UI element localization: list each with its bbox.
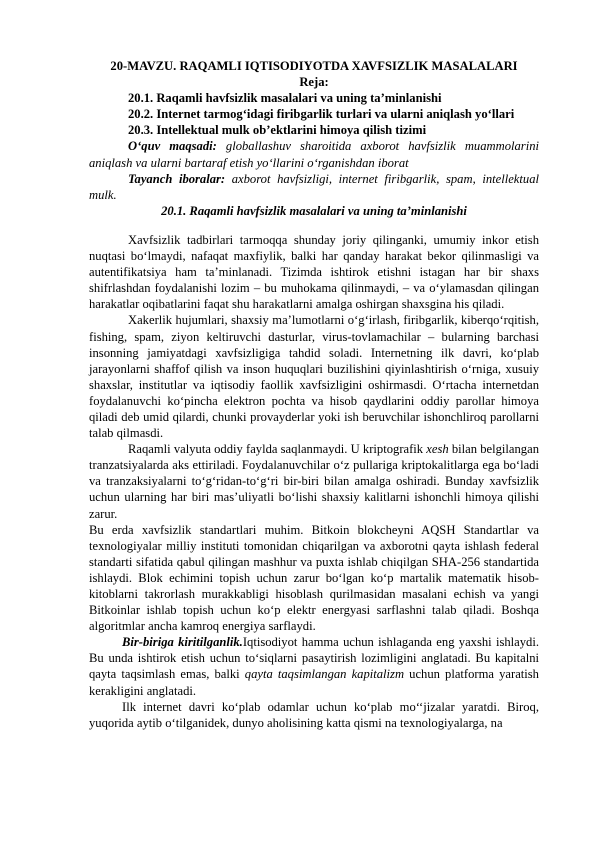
paragraph-5-label: Bir-biriga kiritilganlik.: [122, 635, 243, 650]
plan-item-1: 20.1. Raqamli havfsizlik masalalari va uning ta’minlanishi: [128, 91, 442, 106]
paragraph-5-emphasis: qayta taqsimlangan kapitalizm: [244, 667, 405, 682]
spacer: [89, 219, 539, 232]
paragraph-5-part-a: Iqtisodiyot hamma uchun ishlaganda eng yaxshi ishlaydi. Bu unda ishtirok etish uchun to‘siqlarni pasaytirish lozimligini anglatadi. Bu kapitalni qayta taqsimlash emas, balki: [89, 635, 539, 682]
paragraph-5-part-b: uchun platforma yaratish kerakligini anglatadi.: [89, 667, 539, 698]
section-title: [89, 203, 539, 219]
document-body: [89, 58, 539, 731]
document-title: 20-MAVZU. RAQAMLI IQTISODIYOTDA XAVFSIZLIK MASALALARI: [110, 59, 518, 73]
paragraph-3-emphasis: xesh: [426, 442, 449, 457]
plan-item-3: 20.3. Intellektual mulk ob’ektlarini himoya qilish tizimi: [128, 123, 427, 138]
plan-heading: Reja:: [299, 75, 329, 90]
paragraph-3-part-a: Raqamli valyuta oddiy faylda saqlanmaydi. U kriptografik: [128, 442, 427, 457]
paragraph-3-part-b: bilan belgilangan tranzatsiyalarda aks ettiriladi. Foydalanuvchilar o‘z pullariga kriptokalitlarga ega bo‘ladi va tranzaksiyalarni to‘g‘ridan-to‘g‘ri bir-biri bilan amalga oshiradi. Bunday xavfsizlik uchun ularning har biri mas’uliyatli bo‘lishi shaxsiy kalitlarni ishonchli himoya qilishi zarur.: [89, 442, 539, 521]
learning-goal-text: globallashuv sharoitida axborot havfsizlik muammolarini aniqlash va ularni bartaraf etish yo‘llarini o‘rganishdan iborat: [89, 139, 539, 170]
paragraph-1: Xavfsizlik tadbirlari tarmoqqa shunday joriy qilinganki, umumiy inkor etish nuqtasi bo‘lmaydi, nafaqat maxfiylik, balki har qanday harakat bekor qilinmasligi va autentifikatsiya ham ta’minlanadi. Tizimda ishtirok etishni istagan har bir shaxs shifrlashdan foydalanishi lozim – bu muhokama qilinmaydi, – va o‘ylamasdan qilingan harakatlar oqibatlarini faqat shu harakatlarni amalga oshirgan shaxsgina his qiladi.: [89, 232, 539, 312]
paragraph-3: [89, 441, 539, 521]
paragraph-4: Bu erda xavfsizlik standartlari muhim. Bitkoin blokcheyni AQSH Standartlar va texnologiyalar milliy instituti tomonidan chiqarilgan va axborotni qayta ishlash federal standarti sifatida qabul qilingan mashhur va puxta ishlab chiqilgan SHA-256 standartida ishlaydi. Blok echimini topish uchun zarur bo‘lgan ko‘p martalik matematik hisob-kitoblarni takrorlash murakkabligi hisoblash qurilmasidan masalani echish va yangi Bitkoinlar ishlab topish uchun ko‘p elektr energyasi sarflashni talab qiladi. Boshqa algoritmlar ancha kamroq energiya sarflaydi.: [89, 522, 539, 634]
paragraph-6: Ilk internet davri ko‘plab odamlar uchun ko‘plab mo‘‘jizalar yaratdi. Biroq, yuqorida aytib o‘tilganidek, dunyo aholisining katta qismi na texnologiyalarga, na: [89, 699, 539, 730]
paragraph-5: [89, 634, 539, 698]
keywords-label: Tayanch iboralar:: [128, 171, 226, 186]
plan-item-2: 20.2. Internet tarmog‘idagi firibgarlik turlari va ularni aniqlash yo‘llari: [128, 107, 515, 122]
learning-goal: [89, 138, 539, 170]
keywords-text: axborot havfsizligi, internet firibgarlik, spam, intellektual mulk.: [89, 171, 539, 202]
paragraph-2: Xakerlik hujumlari, shaxsiy ma’lumotlarni o‘g‘irlash, firibgarlik, kiberqo‘rqitish, fishing, spam, ziyon keltiruvchi dasturlar, virus-tovlamachilar – bularning barchasi insonning jamiyatdagi xavfsizligiga tahdid soladi. Internetning ilk davri, ko‘plab jarayonlarni shaffof qilish va inson huquqlari buzilishini qiyinlashtirish o‘rniga, xusuiy shaxslar, institutlar va iqtisodiy faollik xavfsizligini oshirmasdi. O‘rtacha internetdan foydalanuvchi ko‘pincha elektron pochta va hisob qaydlarini oddiy parollar himoya qiladi deb umid qilardi, chunki provayderlar yoki ish beruvchilar ishonchliroq parollarni talab qilmasdi.: [89, 313, 539, 441]
learning-goal-label: O‘quv maqsadi:: [128, 139, 217, 154]
keywords: [89, 171, 539, 203]
section-title-text: 20.1. Raqamli havfsizlik masalalari va uning ta’minlanishi: [161, 203, 467, 218]
